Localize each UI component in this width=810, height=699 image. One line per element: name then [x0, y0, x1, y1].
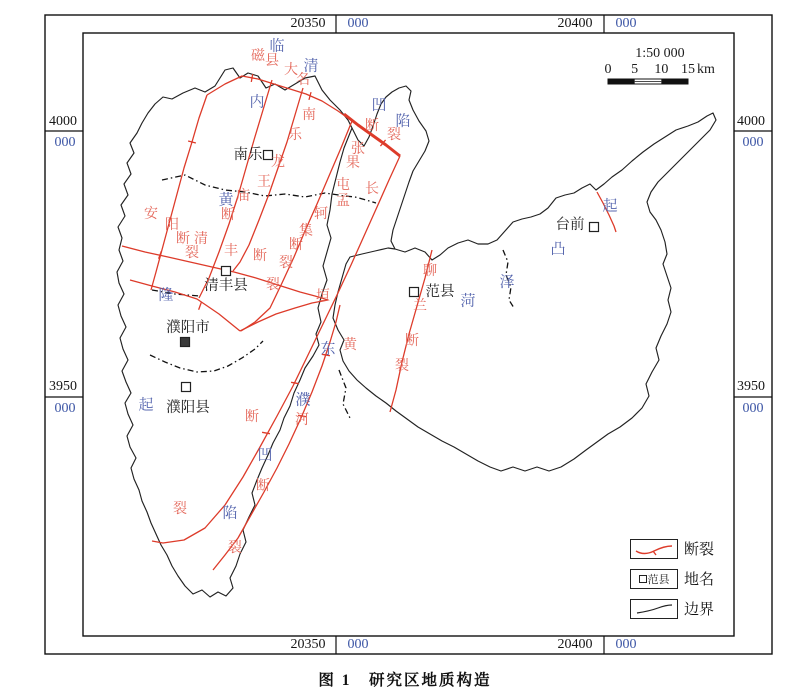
legend — [630, 538, 714, 628]
tectonic-unit-char: 内 — [249, 94, 265, 111]
town-marker-filled — [181, 338, 190, 347]
place-symbol-icon — [630, 569, 678, 589]
tectonic-unit-char: 陷 — [222, 505, 238, 522]
fault-name-char: 裂 — [395, 359, 409, 374]
town-name: 范县 — [425, 283, 455, 300]
tectonic-unit-char: 隆 — [158, 287, 174, 304]
fault-name-char: 阳 — [165, 218, 179, 233]
study-area-boundary — [352, 86, 429, 249]
fault-name-char: 河 — [295, 413, 309, 428]
boundary-symbol-icon — [630, 599, 678, 619]
tectonic-unit-char: 东 — [320, 341, 336, 358]
grid-coordinate: 3950 — [737, 379, 765, 394]
tectonic-unit-char: 泽 — [499, 274, 515, 291]
town-name: 南乐 — [233, 146, 263, 163]
study-area-boundary — [333, 113, 716, 471]
fault-name-char: 黄 — [343, 338, 357, 353]
fault-tick — [262, 432, 270, 433]
grid-coordinate: 000 — [615, 637, 637, 652]
tectonic-unit-char: 濮 — [295, 392, 311, 409]
dashed-boundary — [339, 370, 350, 418]
fault-tick — [199, 302, 202, 310]
fault-name-char: 兰 — [413, 299, 427, 314]
figure-caption: 图 1 研究区地质构造 — [318, 672, 492, 689]
fault-name-char: 垣 — [316, 289, 330, 304]
scale-ratio: 1:50 000 — [635, 46, 685, 61]
fault-name-char: 安 — [144, 207, 158, 222]
fault-name-char: 裂 — [387, 128, 401, 143]
scale-tick-label: 15 — [681, 62, 695, 77]
fault-name-char: 清 — [194, 232, 208, 247]
fault-tick — [251, 74, 252, 82]
legend-item-boundary — [630, 598, 714, 619]
grid-coordinate: 4000 — [49, 114, 77, 129]
legend-label-place: 地名 — [684, 572, 715, 588]
town-marker-open — [410, 288, 419, 297]
grid-coordinate: 000 — [742, 401, 764, 416]
fault-name-char: 乐 — [288, 128, 302, 143]
scale-bar — [580, 46, 740, 78]
grid-coordinate: 20350 — [290, 637, 326, 652]
tectonic-unit-char: 菏 — [460, 293, 476, 310]
town-name: 台前 — [555, 216, 585, 233]
grid-coordinate: 000 — [347, 16, 369, 31]
grid-coordinate: 4000 — [737, 114, 765, 129]
fault-line-changyuan — [152, 156, 400, 543]
tectonic-unit-char: 起 — [138, 397, 154, 414]
grid-coordinate: 20400 — [557, 637, 593, 652]
fault-name-char: 断 — [221, 208, 235, 223]
fault-name-char: 集 — [299, 224, 313, 239]
legend-label-fault: 断裂 — [684, 542, 715, 558]
grid-coordinate: 000 — [54, 401, 76, 416]
fault-name-char: 屯 — [336, 178, 350, 193]
scale-tick-label: 10 — [654, 62, 669, 77]
town-name: 清丰县 — [204, 277, 248, 294]
grid-coordinate: 000 — [54, 135, 76, 150]
fault-name-char: 长 — [365, 182, 379, 197]
tectonic-unit-char: 凸 — [550, 241, 566, 258]
fault-name-char: 名 — [296, 73, 310, 88]
fault-name-char: 聊 — [423, 264, 437, 279]
legend-item-place — [630, 568, 714, 589]
scalebar-seg1 — [608, 79, 635, 84]
fault-name-char: 裂 — [279, 256, 293, 271]
town-name: 濮阳市 — [166, 319, 210, 336]
grid-coordinate: 3950 — [49, 379, 77, 394]
fault-name-char: 孟 — [336, 194, 350, 209]
fault-name-char: 断 — [253, 249, 267, 264]
fault-symbol-icon — [630, 539, 678, 559]
fault-name-char: 张 — [351, 142, 365, 157]
grid-coordinate: 20400 — [557, 16, 593, 31]
dashed-boundary — [150, 341, 263, 372]
legend-place-sample: 范县 — [647, 573, 670, 586]
fault-name-char: 断 — [405, 334, 419, 349]
grid-coordinate: 000 — [742, 135, 764, 150]
fault-name-char: 南 — [302, 108, 316, 123]
fault-name-char: 裂 — [228, 541, 242, 556]
legend-label-boundary: 边界 — [684, 602, 715, 618]
fault-name-char: 县 — [265, 54, 279, 69]
town-marker-open — [182, 383, 191, 392]
fault-name-char: 裂 — [185, 246, 199, 261]
town-marker-open — [222, 267, 231, 276]
scale-tick-label: 0 — [604, 62, 612, 77]
grid-coordinate: 000 — [615, 16, 637, 31]
fault-tick — [291, 382, 299, 383]
grid-coordinate: 20350 — [290, 16, 326, 31]
fault-name-char: 磁 — [251, 49, 265, 64]
legend-item-fault — [630, 538, 714, 559]
fault-name-char: 断 — [365, 119, 379, 134]
tectonic-unit-char: 黄 — [218, 192, 234, 209]
fault-name-char: 断 — [289, 238, 303, 253]
tectonic-unit-char: 凹 — [371, 97, 387, 114]
town-marker-open — [590, 223, 599, 232]
fault-name-char: 大 — [284, 63, 298, 78]
fault-name-char: 断 — [245, 410, 259, 425]
scalebar-seg3 — [661, 79, 688, 84]
scale-unit-label: km — [697, 62, 715, 77]
fault-name-char: 轲 — [314, 207, 328, 222]
fault-name-char: 龙 — [271, 155, 285, 170]
tectonic-unit-char: 凹 — [257, 447, 273, 464]
fault-name-char: 裂 — [266, 278, 280, 293]
tectonic-unit-char: 临 — [269, 38, 285, 55]
town-name: 濮阳县 — [166, 399, 210, 416]
fault-name-char: 丰 — [224, 244, 238, 259]
fault-line-wedge-right — [240, 300, 328, 331]
grid-coordinate: 000 — [347, 637, 369, 652]
tectonic-unit-char: 清 — [303, 58, 319, 75]
scale-tick-label: 5 — [631, 62, 639, 77]
fault-name-char: 王 — [257, 175, 271, 190]
scale-tick-labels — [580, 62, 740, 78]
fault-name-char: 果 — [346, 156, 360, 171]
tectonic-unit-char: 陷 — [395, 113, 411, 130]
fault-name-char: 庙 — [236, 189, 250, 204]
tectonic-unit-char: 起 — [602, 198, 618, 215]
fault-name-char: 断 — [256, 479, 270, 494]
fault-name-char: 裂 — [173, 502, 187, 517]
fault-name-char: 断 — [176, 232, 190, 247]
